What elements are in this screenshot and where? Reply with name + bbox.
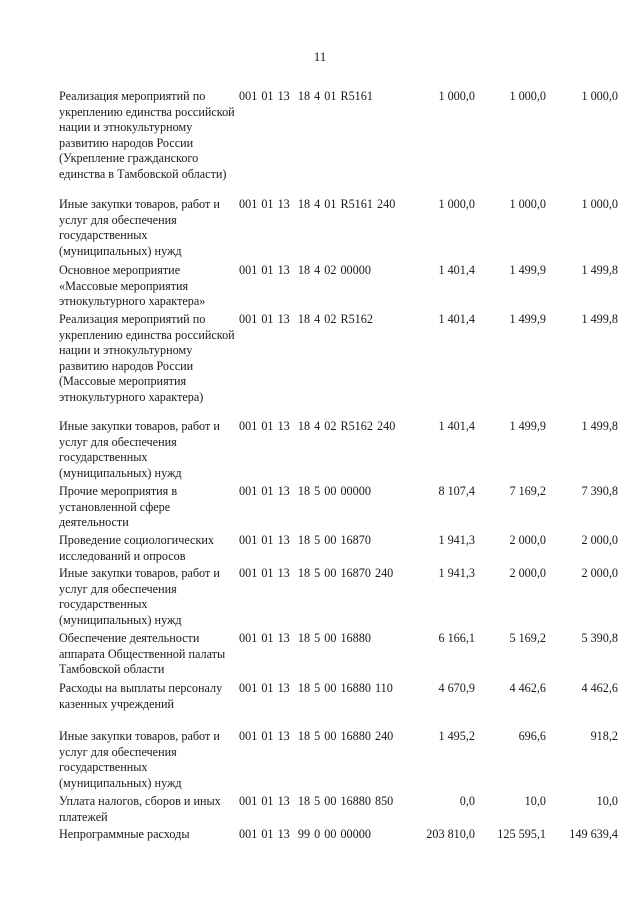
row-value-1: 1 941,3 bbox=[438, 533, 475, 547]
row-value-3: 1 499,8 bbox=[581, 263, 618, 277]
row-value-3: 1 000,0 bbox=[581, 89, 618, 103]
row-value-3: 10,0 bbox=[596, 794, 618, 808]
row-code: 001 01 13 18 5 00 16880 850 bbox=[239, 794, 394, 808]
row-value-3: 4 462,6 bbox=[581, 681, 618, 695]
row-code: 001 01 13 18 5 00 16880 240 bbox=[239, 729, 394, 743]
row-code: 001 01 13 18 4 01 R5161 bbox=[239, 89, 373, 103]
row-name: Непрограммные расходы bbox=[59, 827, 190, 841]
row-value-2: 2 000,0 bbox=[509, 533, 546, 547]
row-name: Реализация мероприятий по укреплению единства российской нации и этнокультурному развитию народов России (Укрепление гражданского единства в Тамбовской области) bbox=[59, 89, 235, 181]
row-value-1: 6 166,1 bbox=[438, 631, 475, 645]
row-value-1: 1 000,0 bbox=[438, 197, 475, 211]
row-code: 001 01 13 18 4 02 R5162 bbox=[239, 312, 373, 326]
row-value-2: 1 000,0 bbox=[509, 89, 546, 103]
row-value-1: 0,0 bbox=[459, 794, 475, 808]
row-code: 001 01 13 18 5 00 16880 110 bbox=[239, 681, 393, 695]
row-name: Расходы на выплаты персоналу казенных учреждений bbox=[59, 681, 223, 711]
row-name: Основное мероприятие «Массовые мероприятия этнокультурного характера» bbox=[59, 263, 206, 309]
row-value-2: 10,0 bbox=[524, 794, 546, 808]
row-name: Прочие мероприятия в установленной сфере деятельности bbox=[59, 484, 178, 530]
row-value-2: 1 499,9 bbox=[509, 312, 546, 326]
row-code: 001 01 13 18 5 00 16880 bbox=[239, 631, 371, 645]
row-value-1: 1 401,4 bbox=[438, 312, 475, 326]
row-value-1: 203 810,0 bbox=[426, 827, 475, 841]
row-value-3: 5 390,8 bbox=[581, 631, 618, 645]
row-value-3: 7 390,8 bbox=[581, 484, 618, 498]
row-value-2: 696,6 bbox=[518, 729, 546, 743]
row-value-1: 1 401,4 bbox=[438, 263, 475, 277]
row-value-3: 2 000,0 bbox=[581, 566, 618, 580]
row-value-2: 1 499,9 bbox=[509, 419, 546, 433]
row-value-2: 125 595,1 bbox=[497, 827, 546, 841]
row-value-2: 4 462,6 bbox=[509, 681, 546, 695]
row-name: Уплата налогов, сборов и иных платежей bbox=[59, 794, 221, 824]
row-value-1: 1 000,0 bbox=[438, 89, 475, 103]
row-value-1: 4 670,9 bbox=[438, 681, 475, 695]
row-code: 001 01 13 18 5 00 00000 bbox=[239, 484, 371, 498]
row-name: Проведение социологических исследований и опросов bbox=[59, 533, 214, 563]
row-value-1: 1 941,3 bbox=[438, 566, 475, 580]
row-value-3: 1 499,8 bbox=[581, 312, 618, 326]
row-name: Иные закупки товаров, работ и услуг для обеспечения государственных (муниципальных) нужд bbox=[59, 197, 220, 258]
row-value-2: 5 169,2 bbox=[509, 631, 546, 645]
row-value-1: 1 401,4 bbox=[438, 419, 475, 433]
row-code: 001 01 13 18 4 02 00000 bbox=[239, 263, 371, 277]
row-name: Реализация мероприятий по укреплению единства российской нации и этнокультурному развитию народов России (Массовые мероприятия этнокультурного характера) bbox=[59, 312, 235, 404]
row-name: Иные закупки товаров, работ и услуг для обеспечения государственных (муниципальных) нужд bbox=[59, 729, 220, 790]
row-value-2: 1 000,0 bbox=[509, 197, 546, 211]
row-value-3: 149 639,4 bbox=[569, 827, 618, 841]
row-name: Иные закупки товаров, работ и услуг для обеспечения государственных (муниципальных) нужд bbox=[59, 419, 220, 480]
row-name: Иные закупки товаров, работ и услуг для обеспечения государственных (муниципальных) нужд bbox=[59, 566, 220, 627]
row-value-3: 1 499,8 bbox=[581, 419, 618, 433]
row-value-3: 918,2 bbox=[590, 729, 618, 743]
row-value-2: 7 169,2 bbox=[509, 484, 546, 498]
page-number: 11 bbox=[313, 49, 327, 64]
row-code: 001 01 13 18 4 01 R5161 240 bbox=[239, 197, 396, 211]
row-name: Обеспечение деятельности аппарата Общественной палаты Тамбовской области bbox=[59, 631, 226, 677]
row-code: 001 01 13 18 4 02 R5162 240 bbox=[239, 419, 396, 433]
row-value-3: 1 000,0 bbox=[581, 197, 618, 211]
row-value-1: 8 107,4 bbox=[438, 484, 475, 498]
row-value-1: 1 495,2 bbox=[438, 729, 475, 743]
row-code: 001 01 13 18 5 00 16870 bbox=[239, 533, 371, 547]
row-value-2: 2 000,0 bbox=[509, 566, 546, 580]
row-code: 001 01 13 18 5 00 16870 240 bbox=[239, 566, 394, 580]
row-code: 001 01 13 99 0 00 00000 bbox=[239, 827, 371, 841]
row-value-3: 2 000,0 bbox=[581, 533, 618, 547]
row-value-2: 1 499,9 bbox=[509, 263, 546, 277]
